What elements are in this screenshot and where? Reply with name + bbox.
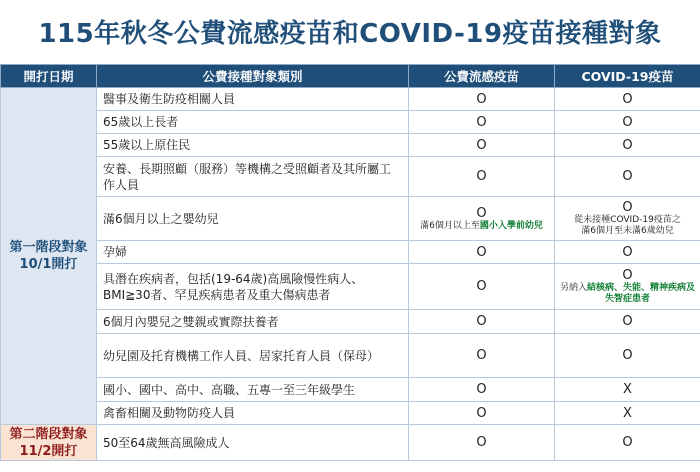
table-row [1,134,700,157]
flu-mark: O [409,378,555,402]
covid-mark: O [555,88,700,111]
stage2-cell [1,425,97,461]
category-cell: 安養、長期照顧（服務）等機構之受照顧者及其所屬工作人員 [97,157,409,197]
category-cell: 國小、國中、高中、高職、五專一至三年級學生 [97,378,409,402]
category-cell: 6個月內嬰兒之雙親或實際扶養者 [97,310,409,334]
flu-mark: O [409,310,555,334]
covid-cell [555,197,700,241]
stage2-label: 第二階段對象 [9,426,88,442]
covid-mark: O [555,334,700,378]
table-header-row [1,65,700,88]
flu-mark: O [409,111,555,134]
stage1-cell [1,88,97,425]
covid-mark: X [555,402,700,425]
flu-mark: O [409,134,555,157]
flu-mark: O [409,264,555,310]
covid-mark: O [555,425,700,461]
flu-note-highlight: 國小入學前幼兒 [479,220,543,231]
table-row [1,157,700,197]
covid-mark: O [555,134,700,157]
flu-cell [409,197,555,241]
stage1-date: 10/1開打 [19,257,78,272]
eligibility-table [0,64,700,461]
covid-mark: O [555,111,700,134]
header-covid: COVID-19疫苗 [555,65,700,88]
category-cell: 滿6個月以上之嬰幼兒 [97,197,409,241]
table-row [1,88,700,111]
flu-note-text: 滿6個月以上至 [420,220,480,231]
covid-note: 從未接種COVID-19疫苗之 [574,215,681,225]
covid-note-line2: 滿6個月至未滿6歲幼兒 [581,226,674,236]
category-cell: 幼兒園及托育機構工作人員、居家托育人員（保母） [97,334,409,378]
category-cell: 50至64歲無高風險成人 [97,425,409,461]
table-row [1,402,700,425]
covid-mark: O [622,200,633,215]
table-row [1,378,700,402]
covid-note-text: 另納入 [559,283,587,293]
covid-mark: O [555,241,700,264]
flu-mark: O [476,205,487,221]
covid-note-highlight: 結核病、失能、精神疾病及失智症患者 [587,283,696,304]
flu-mark: O [409,425,555,461]
covid-note [557,283,698,305]
category-cell: 禽畜相關及動物防疫人員 [97,402,409,425]
table-row [1,111,700,134]
page-title: 115年秋冬公費流感疫苗和COVID-19疫苗接種對象 [38,18,662,49]
covid-mark: O [555,157,700,197]
flu-mark: O [409,334,555,378]
header-date: 開打日期 [1,65,97,88]
table-row [1,264,700,310]
category-cell: 醫事及衛生防疫相關人員 [97,88,409,111]
flu-mark: O [409,88,555,111]
stage2-date: 11/2開打 [19,443,78,459]
flu-mark: O [409,241,555,264]
covid-mark: O [555,310,700,334]
category-cell: 具潛在疾病者，包括(19-64歲)高風險慢性病人、BMI≧30者、罕見疾病患者及重大傷病患者 [97,264,409,310]
flu-mark: O [409,402,555,425]
header-category: 公費接種對象類別 [97,65,409,88]
covid-mark: O [622,268,633,283]
stage1-label: 第一階段對象 [9,240,88,255]
flu-note [411,221,552,232]
covid-cell [555,264,700,310]
table-row [1,310,700,334]
table-row [1,197,700,241]
category-cell: 55歲以上原住民 [97,134,409,157]
flu-mark: O [409,157,555,197]
category-cell: 孕婦 [97,241,409,264]
category-cell: 65歲以上長者 [97,111,409,134]
table-row [1,425,700,461]
table-row [1,241,700,264]
header-flu: 公費流感疫苗 [409,65,555,88]
covid-mark: X [555,378,700,402]
table-row [1,334,700,378]
